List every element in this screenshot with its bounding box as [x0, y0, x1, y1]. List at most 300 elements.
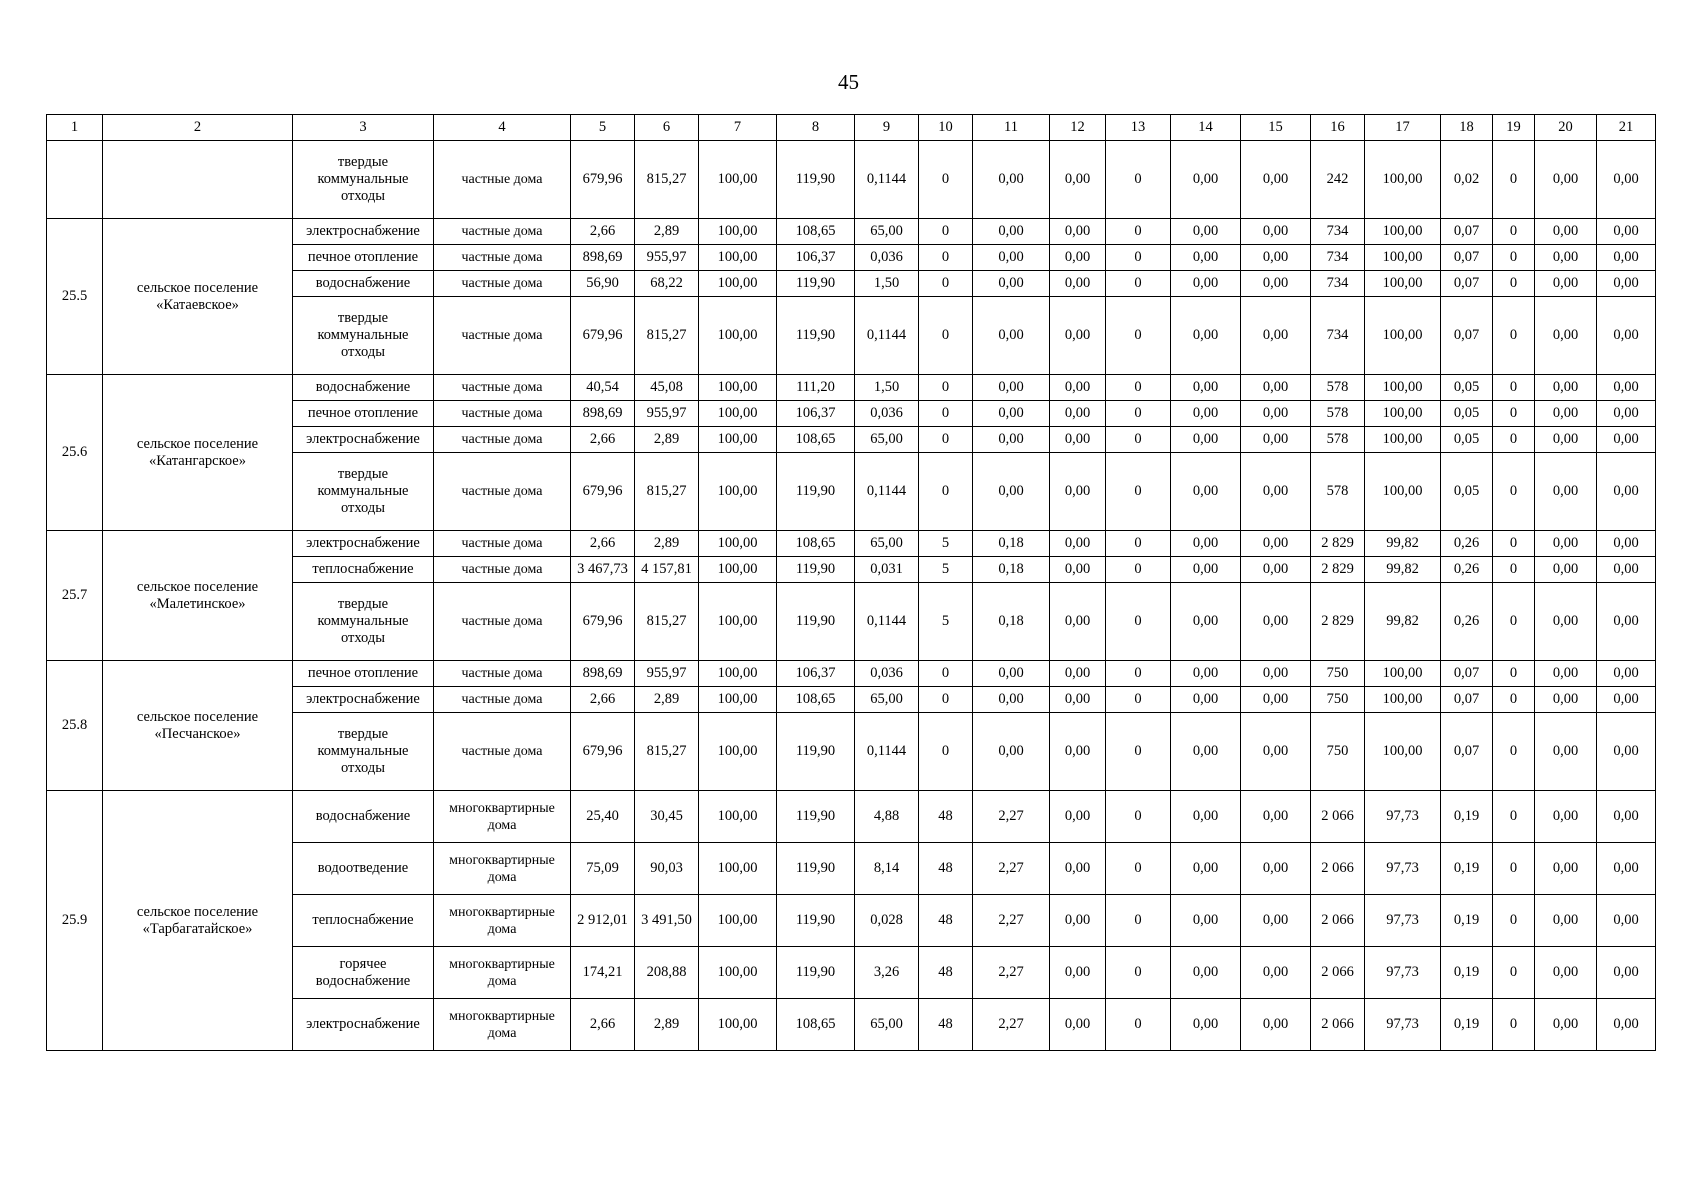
value-cell: 0,00	[1241, 583, 1311, 661]
value-cell: 0,18	[973, 557, 1050, 583]
value-cell: 0	[1493, 271, 1535, 297]
settlement-name: сельское поселение «Тарбагатайское»	[103, 791, 293, 1051]
service-type: водоснабжение	[293, 375, 434, 401]
value-cell: 108,65	[777, 427, 855, 453]
value-cell: 734	[1311, 271, 1365, 297]
value-cell: 2,27	[973, 999, 1050, 1051]
value-cell: 0	[1493, 531, 1535, 557]
value-cell: 0,00	[1535, 947, 1597, 999]
column-number: 16	[1311, 115, 1365, 141]
value-cell: 0,05	[1441, 453, 1493, 531]
value-cell: 0,00	[1241, 453, 1311, 531]
value-cell: 0,00	[1597, 583, 1656, 661]
value-cell: 0	[1493, 453, 1535, 531]
value-cell: 0,00	[1241, 557, 1311, 583]
value-cell: 0,00	[1597, 947, 1656, 999]
value-cell: 0	[919, 375, 973, 401]
housing-type: частные дома	[434, 219, 571, 245]
value-cell: 2,66	[571, 427, 635, 453]
value-cell: 0	[1106, 245, 1171, 271]
value-cell: 0	[919, 271, 973, 297]
value-cell: 0	[1493, 687, 1535, 713]
table-row	[47, 791, 1656, 843]
value-cell: 0,00	[1171, 141, 1241, 219]
value-cell: 106,37	[777, 245, 855, 271]
service-type: водоснабжение	[293, 271, 434, 297]
value-cell: 100,00	[1365, 297, 1441, 375]
value-cell: 0,07	[1441, 245, 1493, 271]
value-cell: 0	[1493, 245, 1535, 271]
value-cell: 0,028	[855, 895, 919, 947]
housing-type: частные дома	[434, 583, 571, 661]
value-cell: 0,00	[1050, 999, 1106, 1051]
value-cell: 0,00	[1050, 531, 1106, 557]
value-cell: 0,00	[1050, 583, 1106, 661]
value-cell: 0,00	[1535, 895, 1597, 947]
value-cell: 0,00	[1597, 427, 1656, 453]
value-cell: 0,00	[1171, 661, 1241, 687]
value-cell: 0,00	[973, 219, 1050, 245]
column-number: 6	[635, 115, 699, 141]
value-cell: 2,66	[571, 999, 635, 1051]
settlement-name: сельское поселение «Катаевское»	[103, 219, 293, 375]
value-cell: 0	[1493, 297, 1535, 375]
value-cell: 0,00	[1241, 843, 1311, 895]
value-cell: 100,00	[1365, 427, 1441, 453]
service-type: водоотведение	[293, 843, 434, 895]
value-cell: 0,00	[1050, 401, 1106, 427]
value-cell: 0	[1106, 375, 1171, 401]
value-cell: 242	[1311, 141, 1365, 219]
value-cell: 0,05	[1441, 427, 1493, 453]
value-cell: 97,73	[1365, 947, 1441, 999]
value-cell: 99,82	[1365, 531, 1441, 557]
value-cell: 0,00	[1241, 999, 1311, 1051]
value-cell: 0,00	[1050, 791, 1106, 843]
value-cell: 0	[1106, 219, 1171, 245]
value-cell: 0	[1106, 843, 1171, 895]
value-cell: 4 157,81	[635, 557, 699, 583]
value-cell: 2,89	[635, 999, 699, 1051]
table-row	[47, 141, 1656, 219]
value-cell: 100,00	[699, 271, 777, 297]
value-cell: 100,00	[699, 895, 777, 947]
value-cell: 108,65	[777, 687, 855, 713]
value-cell: 5	[919, 583, 973, 661]
value-cell: 0	[1106, 713, 1171, 791]
value-cell: 2 829	[1311, 583, 1365, 661]
value-cell: 45,08	[635, 375, 699, 401]
value-cell: 679,96	[571, 583, 635, 661]
service-type: твердые коммунальные отходы	[293, 297, 434, 375]
value-cell: 97,73	[1365, 895, 1441, 947]
value-cell: 100,00	[699, 531, 777, 557]
value-cell: 0	[919, 401, 973, 427]
value-cell: 111,20	[777, 375, 855, 401]
table-row	[47, 661, 1656, 687]
value-cell: 0,00	[1241, 375, 1311, 401]
value-cell: 0	[1493, 661, 1535, 687]
value-cell: 0,00	[1050, 713, 1106, 791]
value-cell: 0,00	[1535, 219, 1597, 245]
value-cell: 0,00	[1241, 427, 1311, 453]
settlement-name: сельское поселение «Песчанское»	[103, 661, 293, 791]
value-cell: 0,00	[973, 245, 1050, 271]
value-cell: 0,00	[1241, 297, 1311, 375]
value-cell: 0,26	[1441, 557, 1493, 583]
value-cell: 0,19	[1441, 895, 1493, 947]
value-cell: 0,00	[1597, 401, 1656, 427]
value-cell: 0	[1106, 401, 1171, 427]
service-type: теплоснабжение	[293, 895, 434, 947]
value-cell: 0	[1106, 583, 1171, 661]
value-cell: 0,00	[1535, 401, 1597, 427]
value-cell: 898,69	[571, 661, 635, 687]
value-cell: 679,96	[571, 141, 635, 219]
column-number: 2	[103, 115, 293, 141]
value-cell: 0,00	[1597, 557, 1656, 583]
housing-type: многоквартирные дома	[434, 895, 571, 947]
value-cell: 0	[1493, 947, 1535, 999]
value-cell: 0,00	[1171, 531, 1241, 557]
value-cell: 0	[919, 453, 973, 531]
housing-type: частные дома	[434, 375, 571, 401]
value-cell: 100,00	[699, 427, 777, 453]
value-cell: 100,00	[1365, 245, 1441, 271]
housing-type: частные дома	[434, 245, 571, 271]
value-cell: 2,89	[635, 219, 699, 245]
table-row	[47, 375, 1656, 401]
value-cell: 2 829	[1311, 531, 1365, 557]
value-cell: 0,00	[1597, 999, 1656, 1051]
value-cell: 100,00	[699, 661, 777, 687]
value-cell: 0,00	[1597, 375, 1656, 401]
value-cell: 0,00	[1241, 687, 1311, 713]
value-cell: 0	[919, 245, 973, 271]
column-number: 3	[293, 115, 434, 141]
housing-type: многоквартирные дома	[434, 947, 571, 999]
value-cell: 0,036	[855, 401, 919, 427]
value-cell: 0	[1493, 843, 1535, 895]
value-cell: 0,00	[1535, 375, 1597, 401]
value-cell: 100,00	[699, 297, 777, 375]
column-number: 14	[1171, 115, 1241, 141]
value-cell: 0	[1493, 713, 1535, 791]
value-cell: 0	[1493, 219, 1535, 245]
housing-type: частные дома	[434, 713, 571, 791]
value-cell: 119,90	[777, 453, 855, 531]
value-cell: 0,00	[1171, 245, 1241, 271]
value-cell: 68,22	[635, 271, 699, 297]
value-cell: 815,27	[635, 713, 699, 791]
value-cell: 0	[1493, 583, 1535, 661]
value-cell: 100,00	[699, 453, 777, 531]
value-cell: 0,00	[1535, 531, 1597, 557]
value-cell: 0,19	[1441, 947, 1493, 999]
value-cell: 0,00	[1597, 713, 1656, 791]
value-cell: 65,00	[855, 219, 919, 245]
value-cell: 100,00	[699, 947, 777, 999]
value-cell: 578	[1311, 453, 1365, 531]
value-cell: 0,00	[1535, 271, 1597, 297]
value-cell: 578	[1311, 401, 1365, 427]
value-cell: 0,00	[1597, 531, 1656, 557]
column-number: 15	[1241, 115, 1311, 141]
value-cell: 0,00	[1171, 843, 1241, 895]
value-cell: 5	[919, 557, 973, 583]
value-cell: 0,00	[1535, 141, 1597, 219]
value-cell: 0,00	[1241, 271, 1311, 297]
value-cell: 0,07	[1441, 661, 1493, 687]
value-cell: 0,1144	[855, 713, 919, 791]
value-cell: 2,66	[571, 687, 635, 713]
value-cell: 0,00	[973, 713, 1050, 791]
service-type: электроснабжение	[293, 531, 434, 557]
value-cell: 48	[919, 999, 973, 1051]
value-cell: 0,00	[1171, 401, 1241, 427]
value-cell: 0,00	[1241, 245, 1311, 271]
value-cell: 0,00	[1171, 375, 1241, 401]
value-cell: 2 912,01	[571, 895, 635, 947]
column-number: 11	[973, 115, 1050, 141]
settlement-name	[103, 141, 293, 219]
value-cell: 0,00	[1535, 297, 1597, 375]
value-cell: 0	[1493, 895, 1535, 947]
value-cell: 815,27	[635, 297, 699, 375]
settlement-number: 25.8	[47, 661, 103, 791]
value-cell: 0,26	[1441, 583, 1493, 661]
value-cell: 0,00	[1535, 713, 1597, 791]
housing-type: частные дома	[434, 557, 571, 583]
value-cell: 0,00	[973, 297, 1050, 375]
value-cell: 0,18	[973, 583, 1050, 661]
housing-type: частные дома	[434, 687, 571, 713]
value-cell: 119,90	[777, 713, 855, 791]
value-cell: 0	[1106, 687, 1171, 713]
value-cell: 2,89	[635, 427, 699, 453]
value-cell: 815,27	[635, 583, 699, 661]
value-cell: 0	[1493, 141, 1535, 219]
settlement-name: сельское поселение «Катангарское»	[103, 375, 293, 531]
value-cell: 0,00	[1241, 947, 1311, 999]
value-cell: 0,00	[973, 453, 1050, 531]
value-cell: 0,00	[1171, 219, 1241, 245]
value-cell: 0,00	[973, 661, 1050, 687]
value-cell: 0,00	[1171, 895, 1241, 947]
value-cell: 25,40	[571, 791, 635, 843]
value-cell: 815,27	[635, 141, 699, 219]
service-type: печное отопление	[293, 401, 434, 427]
value-cell: 679,96	[571, 713, 635, 791]
value-cell: 0,00	[1535, 661, 1597, 687]
value-cell: 0,00	[1171, 427, 1241, 453]
value-cell: 119,90	[777, 791, 855, 843]
value-cell: 955,97	[635, 245, 699, 271]
value-cell: 0,00	[1597, 791, 1656, 843]
settlement-name: сельское поселение «Малетинское»	[103, 531, 293, 661]
settlement-number: 25.6	[47, 375, 103, 531]
value-cell: 0	[1493, 791, 1535, 843]
value-cell: 100,00	[1365, 271, 1441, 297]
value-cell: 100,00	[699, 843, 777, 895]
column-number-row	[47, 115, 1656, 141]
value-cell: 0	[1493, 375, 1535, 401]
value-cell: 97,73	[1365, 999, 1441, 1051]
housing-type: частные дома	[434, 427, 571, 453]
value-cell: 0,00	[1597, 297, 1656, 375]
value-cell: 0,05	[1441, 375, 1493, 401]
value-cell: 0,00	[1171, 271, 1241, 297]
value-cell: 65,00	[855, 687, 919, 713]
column-number: 19	[1493, 115, 1535, 141]
value-cell: 97,73	[1365, 791, 1441, 843]
housing-type: многоквартирные дома	[434, 843, 571, 895]
value-cell: 119,90	[777, 947, 855, 999]
value-cell: 0,00	[1241, 141, 1311, 219]
value-cell: 75,09	[571, 843, 635, 895]
value-cell: 99,82	[1365, 583, 1441, 661]
value-cell: 0,00	[1050, 375, 1106, 401]
value-cell: 0	[1106, 297, 1171, 375]
value-cell: 0,00	[1171, 791, 1241, 843]
value-cell: 0,00	[1241, 401, 1311, 427]
value-cell: 0,00	[1535, 427, 1597, 453]
value-cell: 0,00	[1241, 895, 1311, 947]
settlement-number: 25.7	[47, 531, 103, 661]
value-cell: 108,65	[777, 999, 855, 1051]
value-cell: 2,89	[635, 531, 699, 557]
value-cell: 0,00	[1597, 661, 1656, 687]
value-cell: 0,00	[1597, 219, 1656, 245]
value-cell: 0,00	[1241, 713, 1311, 791]
value-cell: 0,00	[1171, 557, 1241, 583]
value-cell: 0,00	[1171, 947, 1241, 999]
value-cell: 0,00	[1535, 687, 1597, 713]
value-cell: 0	[919, 297, 973, 375]
value-cell: 100,00	[699, 583, 777, 661]
value-cell: 0,00	[1241, 219, 1311, 245]
value-cell: 174,21	[571, 947, 635, 999]
value-cell: 0,00	[1535, 999, 1597, 1051]
value-cell: 0	[1106, 791, 1171, 843]
value-cell: 0,00	[1241, 661, 1311, 687]
value-cell: 99,82	[1365, 557, 1441, 583]
housing-type: частные дома	[434, 661, 571, 687]
value-cell: 0,00	[1050, 297, 1106, 375]
value-cell: 48	[919, 947, 973, 999]
value-cell: 0	[919, 713, 973, 791]
value-cell: 108,65	[777, 531, 855, 557]
page-number: 45	[838, 70, 859, 94]
value-cell: 119,90	[777, 557, 855, 583]
value-cell: 0,00	[1050, 843, 1106, 895]
value-cell: 0,1144	[855, 297, 919, 375]
value-cell: 0,00	[973, 141, 1050, 219]
value-cell: 100,00	[699, 999, 777, 1051]
value-cell: 97,73	[1365, 843, 1441, 895]
column-number: 7	[699, 115, 777, 141]
value-cell: 750	[1311, 687, 1365, 713]
value-cell: 0,00	[1050, 245, 1106, 271]
column-number: 4	[434, 115, 571, 141]
value-cell: 0	[919, 141, 973, 219]
value-cell: 100,00	[1365, 453, 1441, 531]
value-cell: 679,96	[571, 453, 635, 531]
value-cell: 30,45	[635, 791, 699, 843]
value-cell: 898,69	[571, 401, 635, 427]
value-cell: 0	[919, 661, 973, 687]
value-cell: 0,19	[1441, 999, 1493, 1051]
value-cell: 0,00	[1241, 531, 1311, 557]
value-cell: 0,036	[855, 245, 919, 271]
value-cell: 0,00	[1050, 427, 1106, 453]
value-cell: 100,00	[1365, 713, 1441, 791]
value-cell: 0,00	[1050, 219, 1106, 245]
value-cell: 2 066	[1311, 947, 1365, 999]
value-cell: 0,00	[1050, 557, 1106, 583]
value-cell: 3 467,73	[571, 557, 635, 583]
column-number: 17	[1365, 115, 1441, 141]
value-cell: 0,07	[1441, 219, 1493, 245]
value-cell: 0	[1493, 557, 1535, 583]
value-cell: 100,00	[699, 375, 777, 401]
value-cell: 100,00	[1365, 375, 1441, 401]
value-cell: 750	[1311, 713, 1365, 791]
value-cell: 119,90	[777, 297, 855, 375]
value-cell: 65,00	[855, 427, 919, 453]
value-cell: 48	[919, 791, 973, 843]
value-cell: 0,00	[1171, 453, 1241, 531]
value-cell: 0	[1106, 427, 1171, 453]
value-cell: 0,00	[1050, 687, 1106, 713]
value-cell: 0,031	[855, 557, 919, 583]
value-cell: 0,00	[1171, 297, 1241, 375]
value-cell: 0	[1493, 401, 1535, 427]
value-cell: 100,00	[699, 245, 777, 271]
value-cell: 2,89	[635, 687, 699, 713]
value-cell: 0,00	[1535, 583, 1597, 661]
tariff-table	[46, 114, 1656, 1051]
value-cell: 2,27	[973, 895, 1050, 947]
value-cell: 0,00	[1050, 141, 1106, 219]
housing-type: частные дома	[434, 271, 571, 297]
value-cell: 208,88	[635, 947, 699, 999]
value-cell: 0,07	[1441, 271, 1493, 297]
value-cell: 0,00	[973, 401, 1050, 427]
value-cell: 100,00	[699, 401, 777, 427]
value-cell: 0,07	[1441, 687, 1493, 713]
value-cell: 0,00	[1597, 453, 1656, 531]
value-cell: 3 491,50	[635, 895, 699, 947]
value-cell: 2 066	[1311, 843, 1365, 895]
value-cell: 2 066	[1311, 895, 1365, 947]
value-cell: 0,00	[1171, 583, 1241, 661]
settlement-number	[47, 141, 103, 219]
value-cell: 0,00	[1535, 245, 1597, 271]
value-cell: 0,00	[1050, 271, 1106, 297]
value-cell: 119,90	[777, 141, 855, 219]
value-cell: 679,96	[571, 297, 635, 375]
value-cell: 90,03	[635, 843, 699, 895]
value-cell: 0,036	[855, 661, 919, 687]
value-cell: 0	[1106, 141, 1171, 219]
column-number: 1	[47, 115, 103, 141]
value-cell: 0,00	[973, 687, 1050, 713]
value-cell: 100,00	[699, 141, 777, 219]
housing-type: частные дома	[434, 141, 571, 219]
column-number: 12	[1050, 115, 1106, 141]
service-type: электроснабжение	[293, 427, 434, 453]
